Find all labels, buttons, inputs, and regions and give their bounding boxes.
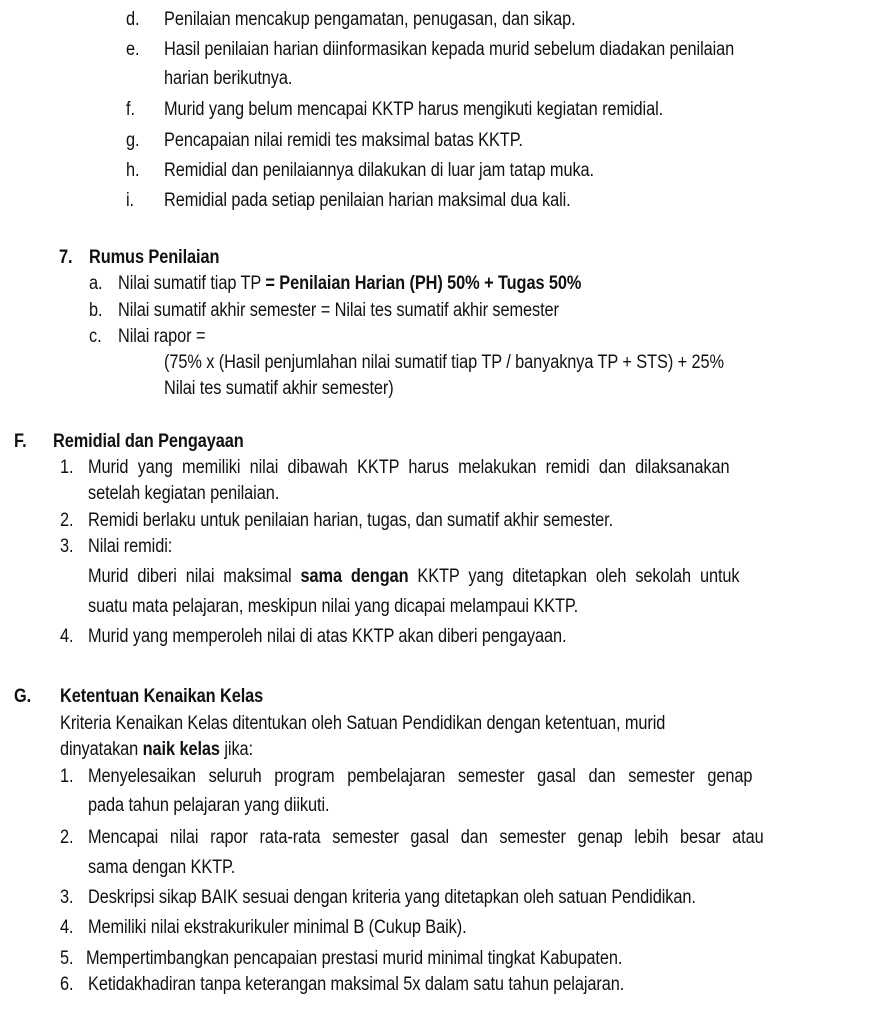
- list-marker: 4.: [60, 917, 74, 938]
- section-letter: F.: [14, 431, 27, 452]
- list-text: Penilaian mencakup pengamatan, penugasan, dan sikap.: [164, 9, 576, 30]
- list-marker: c.: [89, 326, 102, 347]
- list-text: Memiliki nilai ekstrakurikuler minimal B (Cukup Baik).: [88, 917, 467, 938]
- list-marker: 3.: [60, 887, 74, 908]
- list-text: Pencapaian nilai remidi tes maksimal batas KKTP.: [164, 130, 523, 151]
- list-marker: 1.: [60, 766, 74, 787]
- section-title: Ketentuan Kenaikan Kelas: [60, 686, 264, 707]
- list-marker: e.: [126, 39, 140, 60]
- list-marker: 1.: [60, 457, 74, 478]
- section-number: 7.: [59, 247, 73, 268]
- paragraph-text: KKTP yang ditetapkan oleh sekolah untuk: [408, 566, 740, 587]
- list-text: Murid yang memiliki nilai dibawah KKTP harus melakukan remidi dan dilaksanakan: [88, 457, 730, 478]
- list-marker: 2.: [60, 827, 74, 848]
- intro-bold: naik kelas: [142, 739, 220, 760]
- section-title: Remidial dan Pengayaan: [53, 431, 244, 452]
- list-marker: 3.: [60, 536, 74, 557]
- list-text: Mempertimbangkan pencapaian prestasi murid minimal tingkat Kabupaten.: [86, 948, 623, 969]
- paragraph-text: Murid diberi nilai maksimal: [88, 566, 301, 587]
- formula-c: Nilai rapor =: [118, 326, 206, 347]
- list-marker: f.: [126, 99, 135, 120]
- remidi-paragraph-cont: suatu mata pelajaran, meskipun nilai yang dicapai melampaui KKTP.: [88, 596, 579, 617]
- list-marker: d.: [126, 9, 140, 30]
- list-marker: 2.: [60, 510, 74, 531]
- list-marker: h.: [126, 160, 140, 181]
- list-text: Remidial pada setiap penilaian harian maksimal dua kali.: [164, 190, 571, 211]
- list-text-cont: harian berikutnya.: [164, 68, 293, 89]
- list-text-cont: sama dengan KKTP.: [88, 857, 236, 878]
- list-text: Remidial dan penilaiannya dilakukan di luar jam tatap muka.: [164, 160, 595, 181]
- list-text: Murid yang belum mencapai KKTP harus mengikuti kegiatan remidial.: [164, 99, 664, 120]
- formula-bold: = Penilaian Harian (PH) 50% + Tugas 50%: [265, 273, 582, 294]
- paragraph-bold: sama dengan: [300, 566, 409, 587]
- section-title: Rumus Penilaian: [89, 247, 220, 268]
- formula-b: Nilai sumatif akhir semester = Nilai tes sumatif akhir semester: [118, 300, 559, 321]
- formula-c-line1: (75% x (Hasil penjumlahan nilai sumatif tiap TP / banyaknya TP + STS) + 25%: [164, 352, 724, 373]
- list-marker: 5.: [60, 948, 74, 969]
- intro-text: dinyatakan: [60, 739, 143, 760]
- formula-c-line2: Nilai tes sumatif akhir semester): [164, 378, 394, 399]
- intro-text: jika:: [219, 739, 254, 760]
- formula-label: Nilai sumatif tiap TP: [118, 273, 266, 294]
- list-marker: b.: [89, 300, 103, 321]
- list-marker: a.: [89, 273, 103, 294]
- list-marker: i.: [126, 190, 135, 211]
- section-letter: G.: [14, 686, 32, 707]
- list-text: Nilai remidi:: [88, 536, 173, 557]
- list-text: Hasil penilaian harian diinformasikan kepada murid sebelum diadakan penilaian: [164, 39, 735, 60]
- list-text: Mencapai nilai rapor rata-rata semester gasal dan semester genap lebih besar atau: [88, 827, 764, 848]
- list-marker: 6.: [60, 974, 74, 995]
- intro-text: Kriteria Kenaikan Kelas ditentukan oleh Satuan Pendidikan dengan ketentuan, murid: [60, 713, 666, 734]
- remidi-paragraph: [88, 566, 740, 588]
- intro-text-cont: [60, 739, 253, 761]
- list-text: Remidi berlaku untuk penilaian harian, tugas, dan sumatif akhir semester.: [88, 510, 614, 531]
- list-marker: g.: [126, 130, 140, 151]
- list-text: Deskripsi sikap BAIK sesuai dengan kriteria yang ditetapkan oleh satuan Pendidikan.: [88, 887, 696, 908]
- list-text: Menyelesaikan seluruh program pembelajaran semester gasal dan semester genap: [88, 766, 753, 787]
- list-text: Ketidakhadiran tanpa keterangan maksimal 5x dalam satu tahun pelajaran.: [88, 974, 625, 995]
- formula-a: [118, 273, 581, 295]
- list-text-cont: setelah kegiatan penilaian.: [88, 483, 280, 504]
- list-text-cont: pada tahun pelajaran yang diikuti.: [88, 795, 330, 816]
- list-marker: 4.: [60, 626, 74, 647]
- list-text: Murid yang memperoleh nilai di atas KKTP akan diberi pengayaan.: [88, 626, 567, 647]
